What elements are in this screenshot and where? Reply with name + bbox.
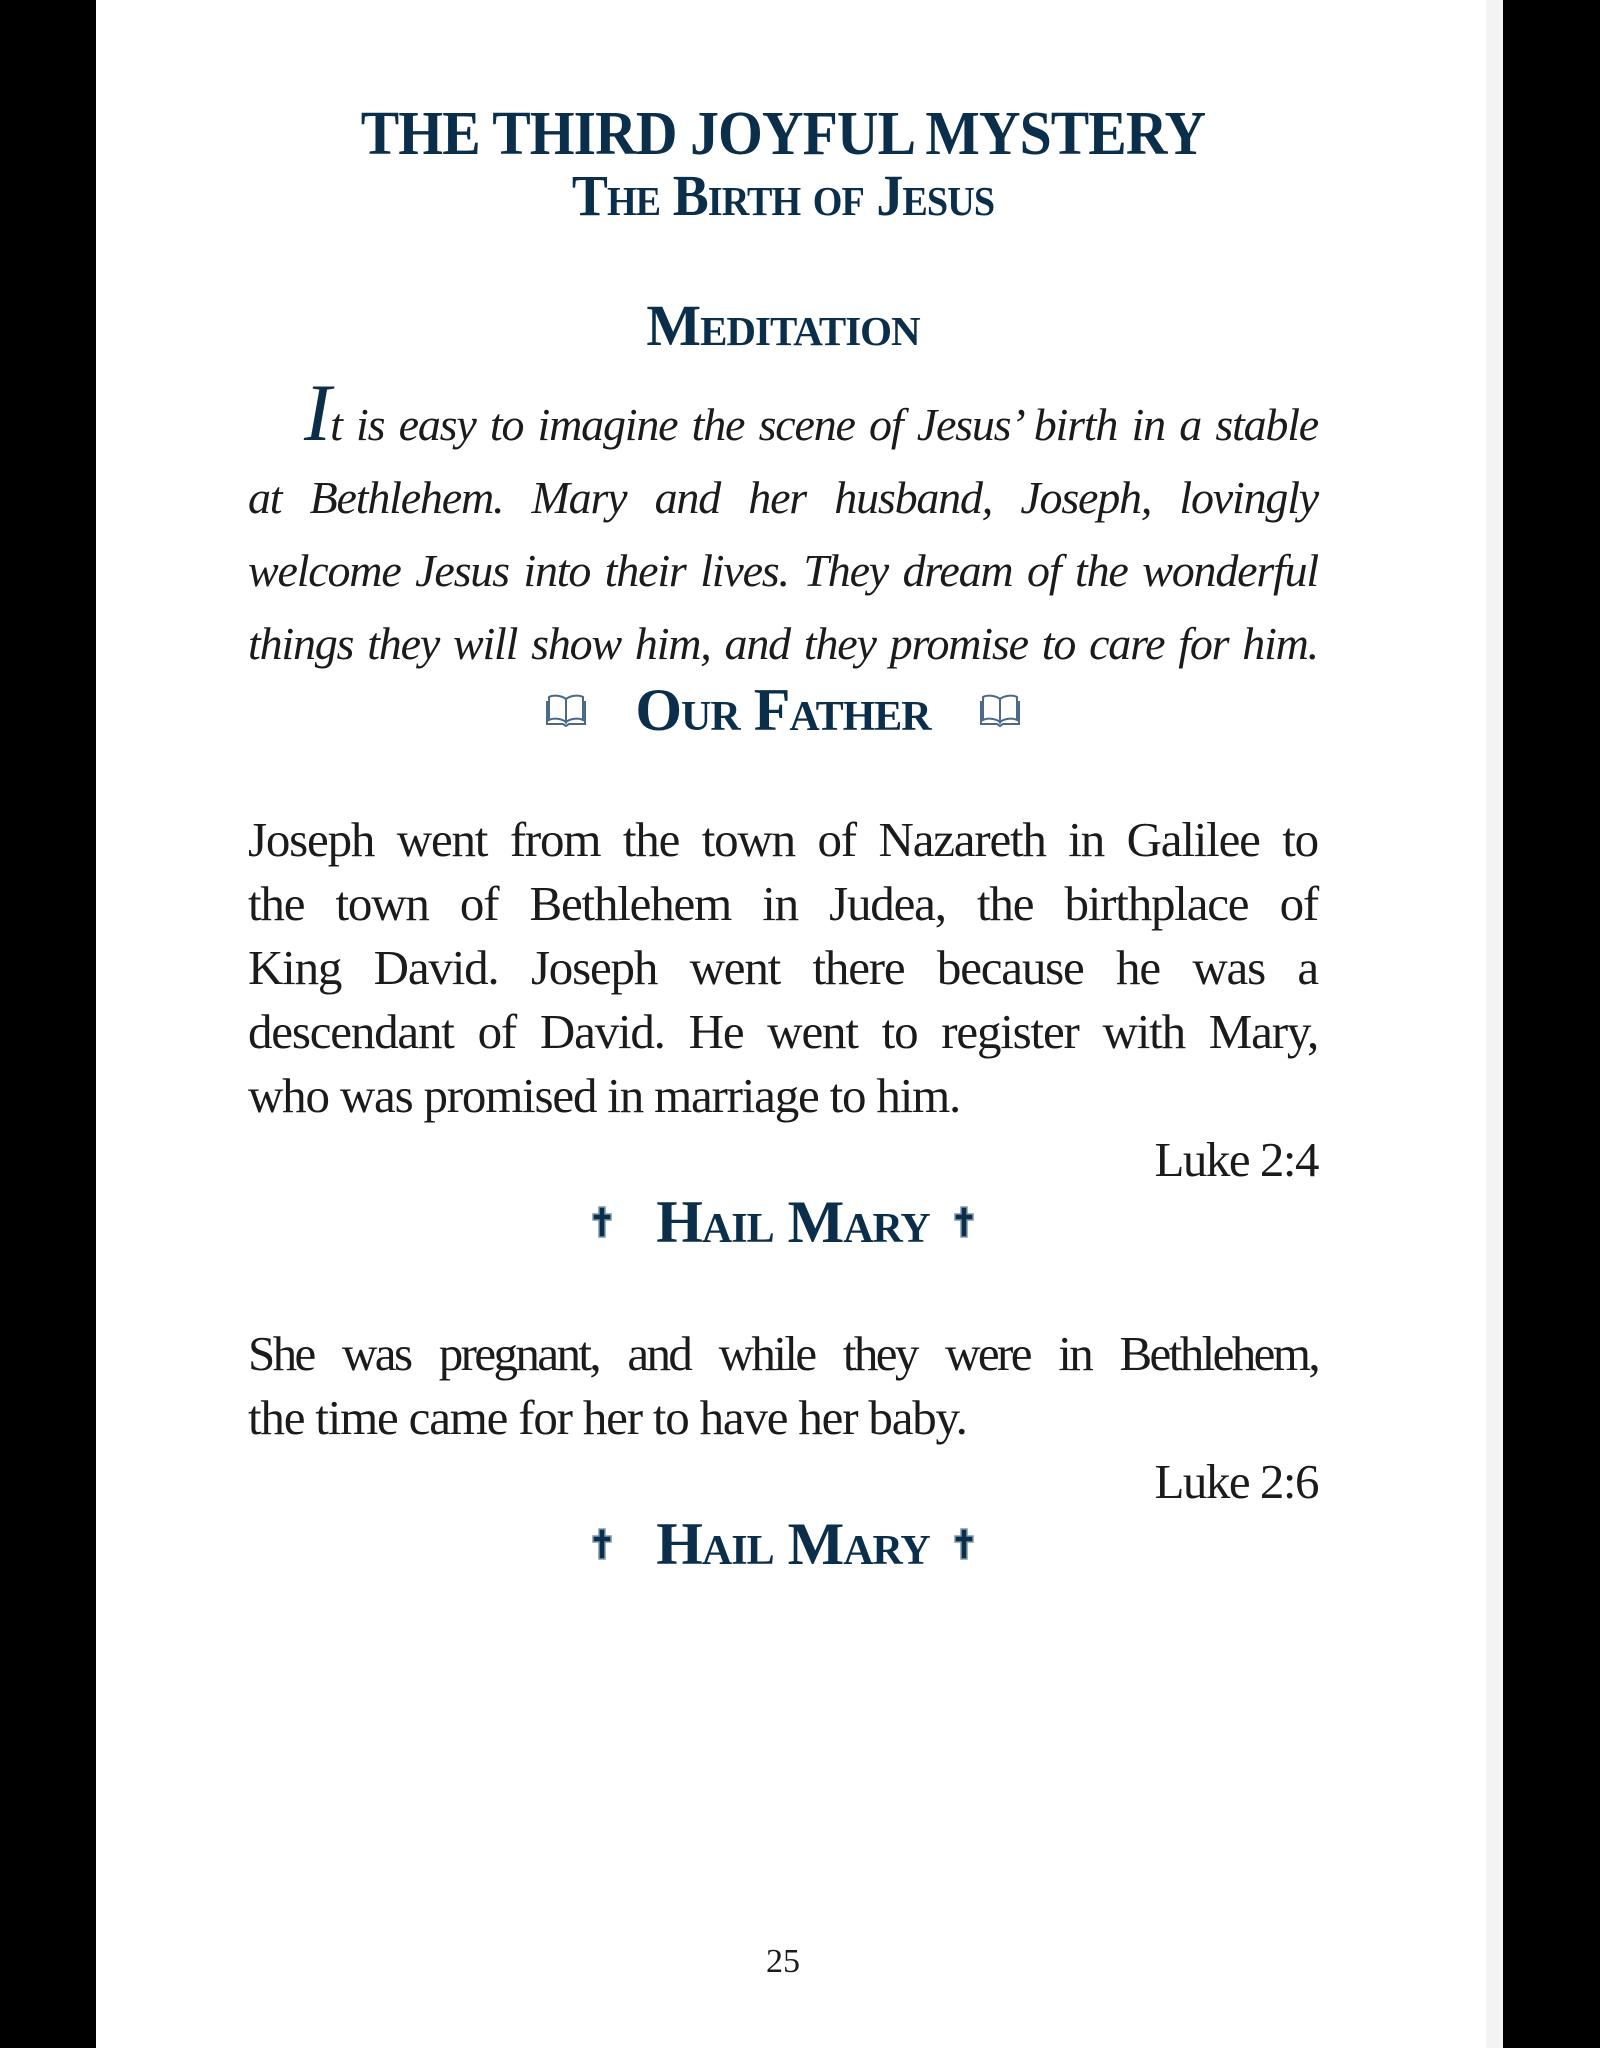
meditation-heading: Meditation [646,293,920,358]
meditation-line: at Bethlehem. Mary and her husband, Joseph, lovingly [248,472,1318,523]
meditation-line: things they will show him, and they promise to care for him. [248,618,1318,669]
scripture-line: descendant of David. He went to register with Mary, [248,1004,1318,1059]
scripture-citation: Luke 2:6 [1154,1454,1318,1509]
scripture-passage [248,1322,1318,1450]
scripture-line: Joseph went from the town of Nazareth in Galilee to [248,812,1318,867]
scripture-line: the time came for her to have her baby. [248,1390,967,1445]
cross-icon [592,1206,612,1238]
page-edge [1486,0,1503,2048]
meditation-line: welcome Jesus into their lives. They dream of the wonderful [248,545,1318,596]
drop-cap: I [304,367,331,458]
hail-mary-heading [248,1190,1318,1254]
meditation-line-text: t is easy to imagine the scene of Jesus’ birth in a stable [330,399,1318,450]
scripture-line: the town of Bethlehem in Judea, the birthplace of [248,876,1318,931]
mystery-title: THE THIRD JOYFUL MYSTERY [360,100,1206,168]
hail-mary-label: Hail Mary [656,1189,930,1255]
meditation-line [248,367,1318,461]
scripture-line: who was promised in marriage to him. [248,1068,961,1123]
hail-mary-heading [248,1512,1318,1576]
cross-icon [592,1528,612,1560]
cross-icon [954,1528,974,1560]
scripture-line: She was pregnant, and while they were in Bethlehem, [248,1326,1318,1381]
scripture-passage [248,808,1318,1128]
scripture-line: King David. Joseph went there because he was a [248,940,1318,995]
meditation-text [248,367,1318,680]
mystery-subtitle: The Birth of Jesus [571,163,995,228]
cross-icon [954,1206,974,1238]
scripture-citation: Luke 2:4 [1154,1132,1318,1187]
our-father-heading [248,678,1318,742]
hail-mary-label: Hail Mary [656,1511,930,1577]
open-book-icon [545,693,587,727]
book-page [96,0,1486,2048]
open-book-icon [979,693,1021,727]
our-father-label: Our Father [635,677,931,743]
page-number: 25 [766,1943,800,1980]
